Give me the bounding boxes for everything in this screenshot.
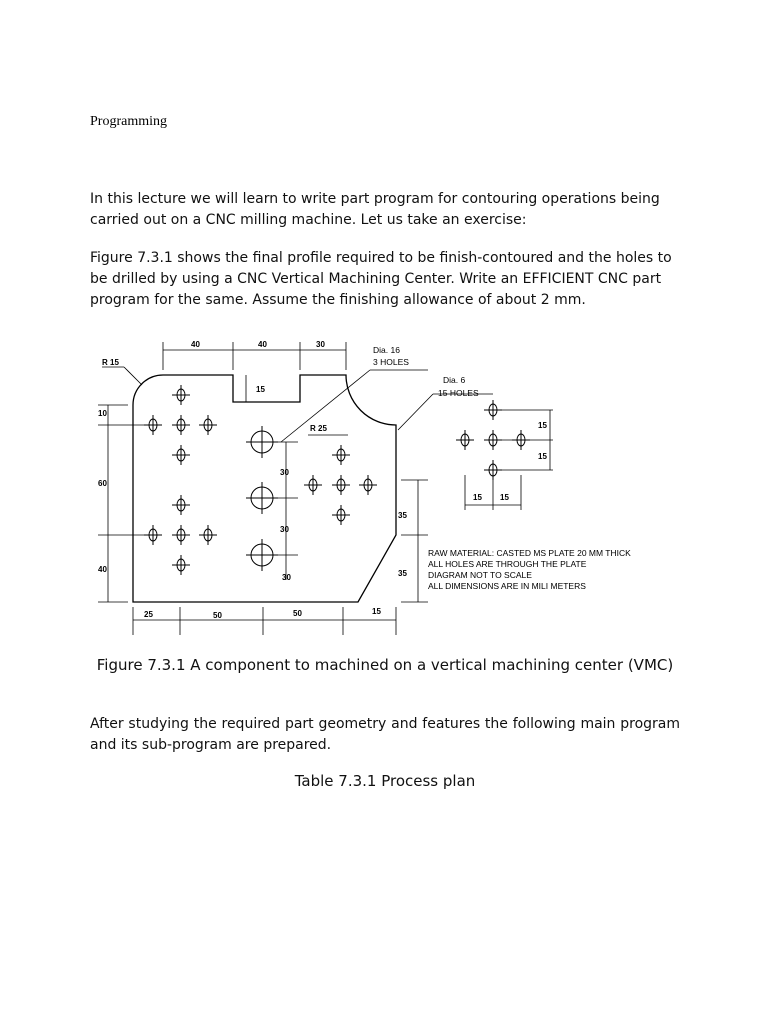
dim-bot-2: 50 (213, 611, 222, 620)
dim-left-mid: 60 (98, 479, 107, 488)
page-header: Programming (90, 114, 167, 129)
figure-caption: Figure 7.3.1 A component to machined on a vertical machining center (VMC) (96, 656, 674, 674)
engineering-drawing (88, 330, 688, 642)
note-raw-material: RAW MATERIAL: CASTED MS PLATE 20 MM THICK (428, 548, 631, 558)
intro-paragraph: In this lecture we will learn to write part program for contouring operations being carried out on a CNC milling machine. Let us take an exercise: (90, 191, 660, 228)
note-through-holes: ALL HOLES ARE THROUGH THE PLATE (428, 559, 587, 569)
small-holes (144, 385, 530, 575)
note-not-to-scale: DIAGRAM NOT TO SCALE (428, 570, 532, 580)
dim-bot-4: 15 (372, 607, 381, 616)
drawing-svg (88, 330, 688, 642)
dim-bot-3: 50 (293, 609, 302, 618)
dim-top-3: 30 (316, 340, 325, 349)
dim-bot-1: 25 (144, 610, 153, 619)
table-caption: Table 7.3.1 Process plan (294, 772, 476, 790)
dim-r15: R 15 (102, 358, 119, 367)
dim-detail-h1: 15 (473, 493, 482, 502)
exercise-paragraph: Figure 7.3.1 shows the final profile required to be finish-contoured and the holes to be drilled by using a CNC Vertical Machining Center. Write an EFFICIENT CNC part program for the same. Assume the finishing allowance of about 2 mm. (90, 250, 672, 308)
summary-paragraph: After studying the required part geometry and features the following main program and its sub-program are prepared. (90, 716, 680, 753)
dim-top-1: 40 (191, 340, 200, 349)
dim-hole-spacing-1: 30 (280, 468, 289, 477)
callout-dia16: Dia. 16 (373, 345, 400, 355)
dim-right-1: 35 (398, 511, 407, 520)
callout-dia6: Dia. 6 (443, 375, 466, 385)
dim-detail-h2: 15 (500, 493, 509, 502)
dim-right-2: 35 (398, 569, 407, 578)
dim-detail-v1: 15 (538, 421, 547, 430)
large-holes (246, 426, 278, 571)
dim-slot: 15 (256, 385, 265, 394)
dim-left-bot: 40 (98, 565, 107, 574)
callout-15-holes: 15 HOLES (438, 388, 479, 398)
dim-top-2: 40 (258, 340, 267, 349)
dim-hole-spacing-3: 30 (282, 573, 291, 582)
note-units: ALL DIMENSIONS ARE IN MILI METERS (428, 581, 586, 591)
dim-left-top: 10 (98, 409, 107, 418)
part-outline (133, 375, 396, 602)
dim-r25: R 25 (310, 424, 327, 433)
dim-detail-v2: 15 (538, 452, 547, 461)
dim-hole-spacing-2: 30 (280, 525, 289, 534)
callout-3-holes: 3 HOLES (373, 357, 409, 367)
